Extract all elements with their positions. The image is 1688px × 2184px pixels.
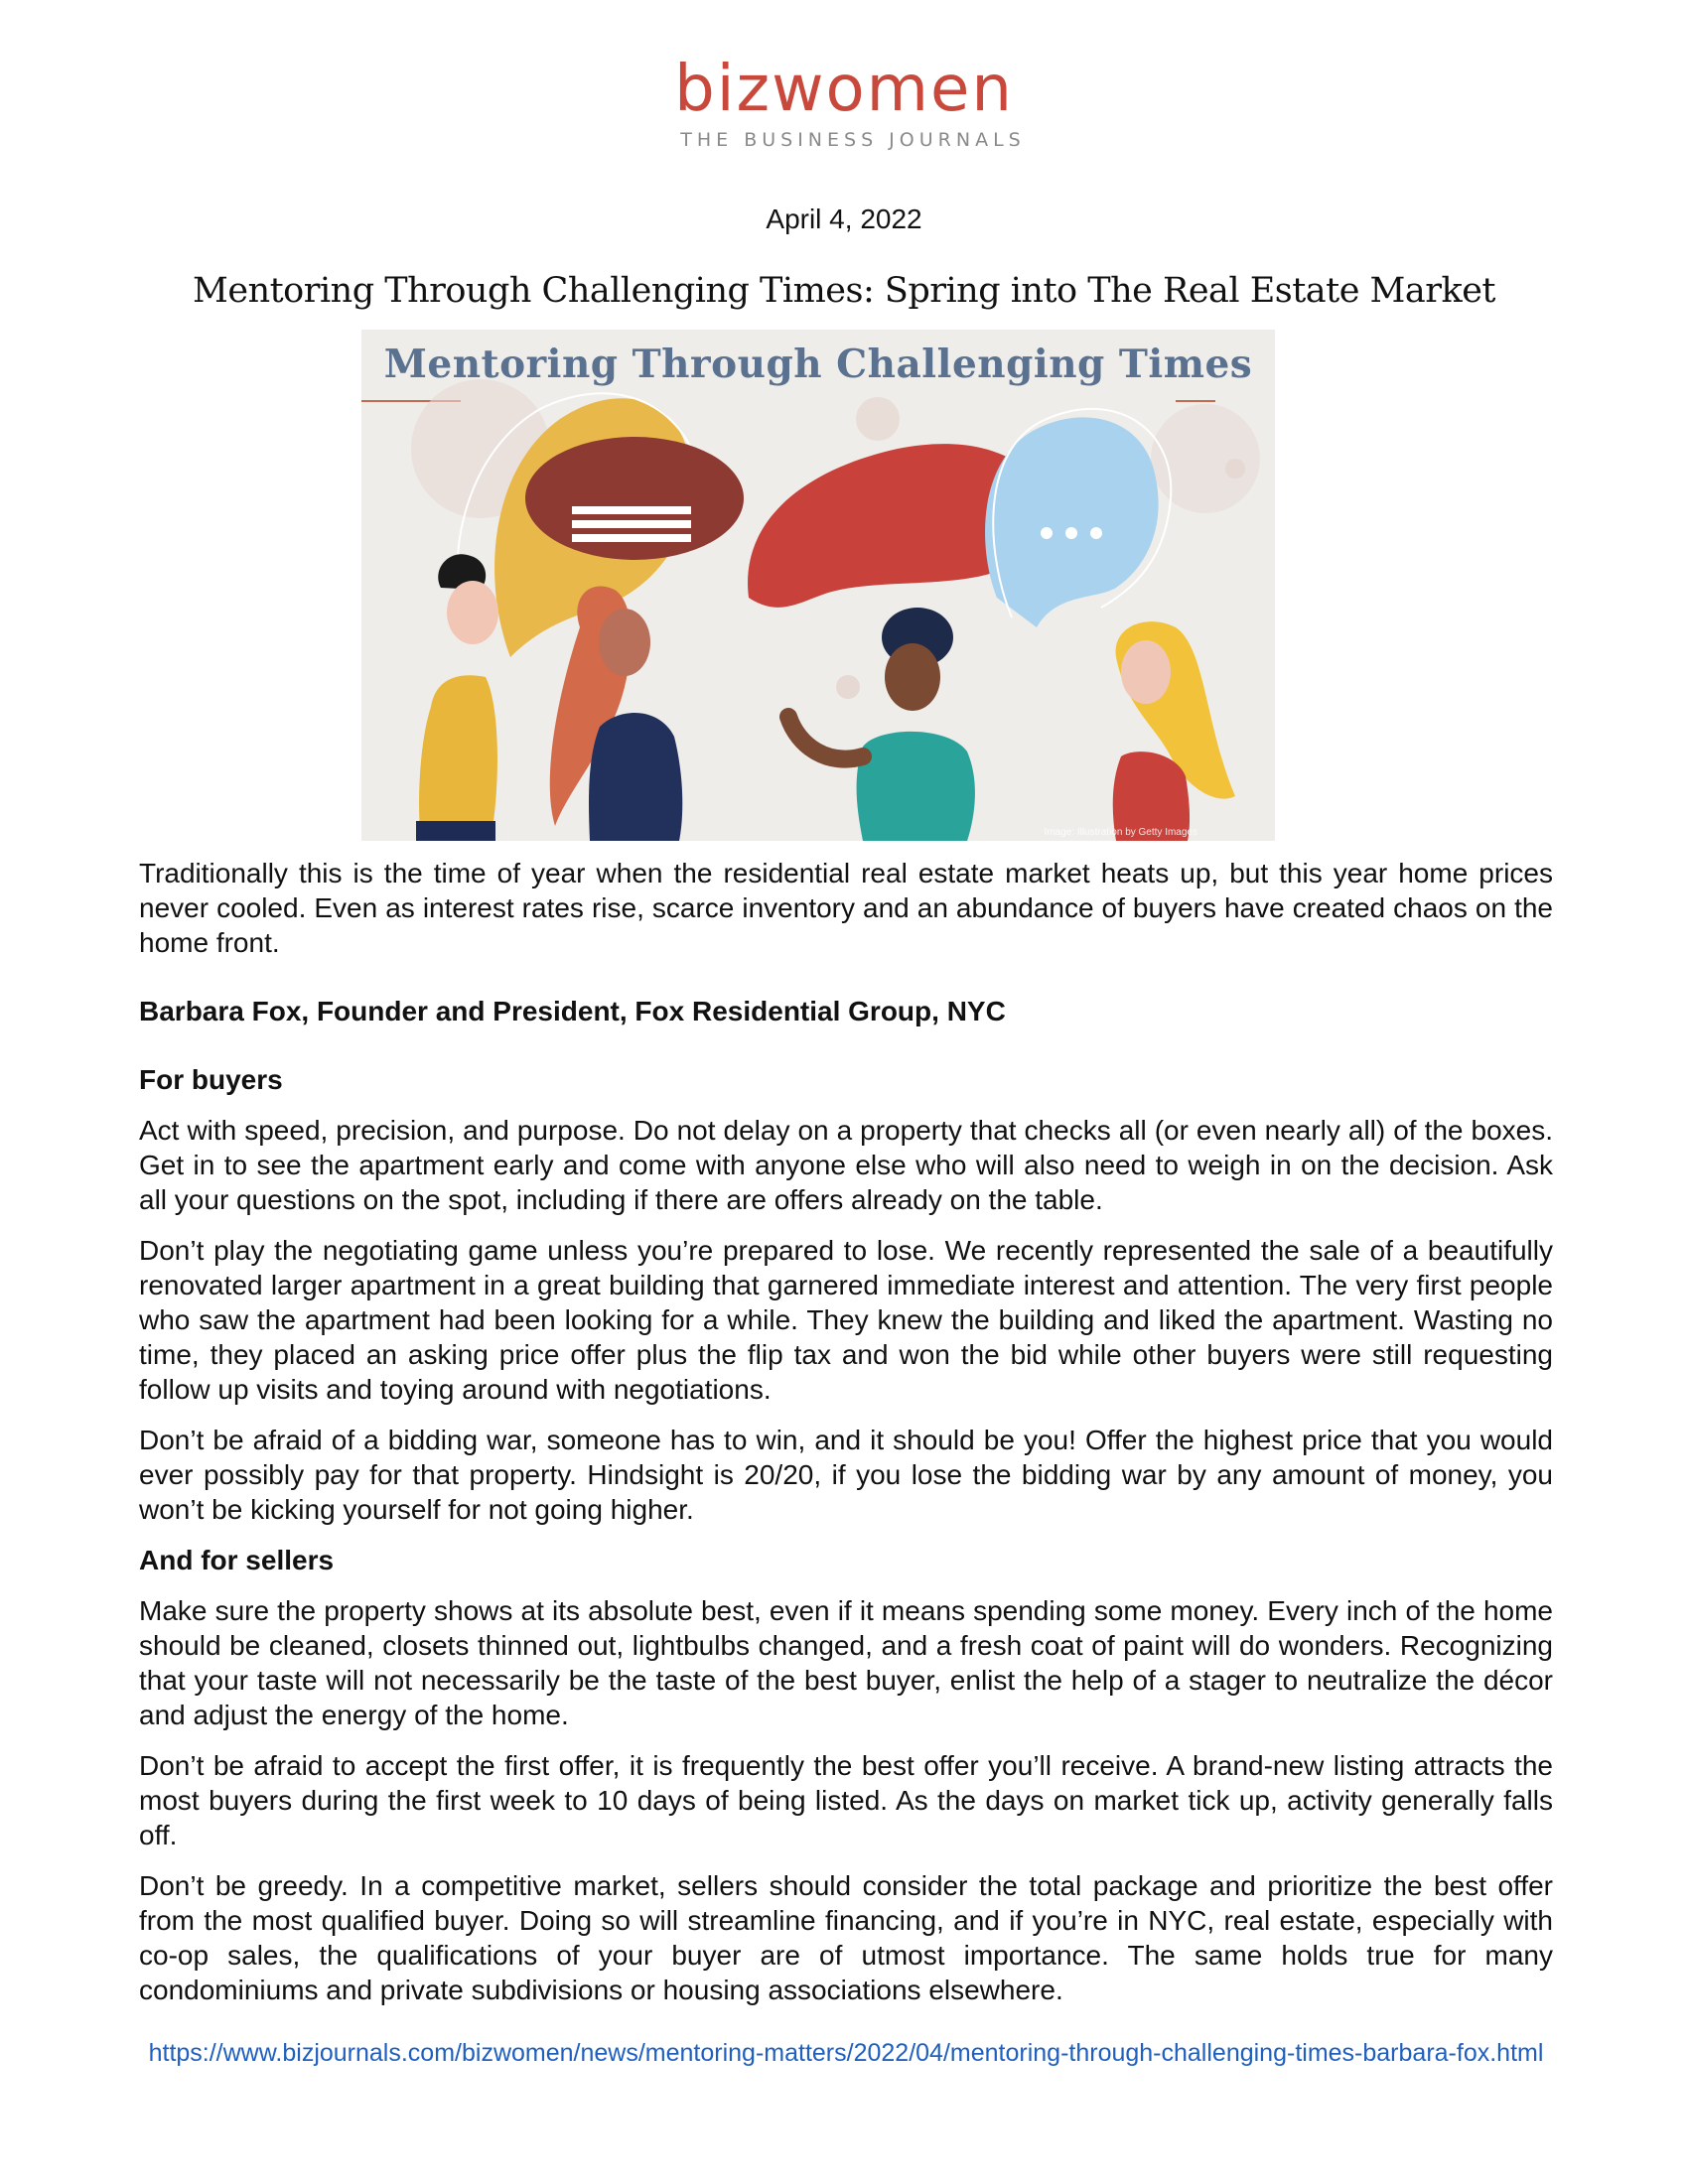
article-headline: Mentoring Through Challenging Times: Spring into The Real Estate Market [193,271,1495,311]
buyers-heading: For buyers [139,1064,283,1095]
bg-circle [856,397,900,441]
person-shirt [419,675,497,841]
article-body [139,856,1553,2023]
sellers-paragraph: Don’t be greedy. In a competitive market, sellers should consider the total package and prioritize the best offer from the most qualified buyer. Doing so will streamline financing, and if you’re in NYC, real estate, especially with co-op sales, the qualifications of your buyer are of utmost importance. The same holds true for many condominiums and private subdivisions or housing associations elsewhere. [139,1870,1553,2005]
bg-circle [836,675,860,699]
bg-circle [1225,459,1245,478]
hero-artwork [361,330,1275,841]
source-link[interactable]: https://www.bizjournals.com/bizwomen/news/mentoring-matters/2022/04/mentoring-through-challenging-times-barbara-fox.html [148,2039,1544,2067]
dot [1041,527,1053,539]
person-face [885,643,940,711]
logo-women-text: women [772,53,1014,126]
speech-line [572,520,691,528]
hero-illustration [361,330,1275,841]
dot [1065,527,1077,539]
person-face [1121,640,1171,704]
bg-circle [1151,404,1260,513]
speech-line [572,534,691,542]
logo-biz-text: biz [674,53,773,126]
person-arm [788,717,863,759]
publish-date: April 4, 2022 [766,204,922,234]
buyers-paragraph: Don’t play the negotiating game unless you’re prepared to lose. We recently represented the sale of a beautifully renovated larger apartment in a great building that garnered immediate interest and attention. The very first people who saw the apartment had been looking for a while. They knew the building and liked the apartment. Wasting no time, they placed an asking price offer plus the flip tax and won the bid while other buyers were still requesting follow up visits and toying around with negotiations. [139,1235,1553,1405]
buyers-paragraph: Don’t be afraid of a bidding war, someone has to win, and it should be you! Offer the highest price that you would ever possibly pay for that property. Hindsight is 20/20, if you lose the bidding war by any amount of money, you won’t be kicking yourself for not going higher. [139,1425,1553,1525]
dot [1090,527,1102,539]
sellers-paragraph: Make sure the property shows at its absolute best, even if it means spending some money. Every inch of the home should be cleaned, closets thinned out, lightbulbs changed, and a fresh coat of paint will do wonders. Recognizing that your taste will not necessarily be the taste of the best buyer, enlist the help of a stager to neutralize the décor and adjust the energy of the home. [139,1595,1553,1730]
author-byline: Barbara Fox, Founder and President, Fox Residential Group, NYC [139,996,1006,1026]
speech-line [572,506,691,514]
image-credit: Image: Illustration by Getty Images [1044,827,1197,838]
person-shirt [857,732,975,841]
person-pants [416,821,495,841]
buyers-paragraph: Act with speed, precision, and purpose. Do not delay on a property that checks all (or even nearly all) of the boxes. Get in to see the apartment early and come with anyone else who will also need to weigh in on the decision. Ask all your questions on the spot, including if there are offers already on the table. [139,1115,1553,1215]
sellers-paragraph: Don’t be afraid to accept the first offer, it is frequently the best offer you’ll receive. A brand-new listing attracts the most buyers during the first week to 10 days of being listed. As the days on market tick up, activity generally falls off. [139,1750,1553,1850]
logo-subtitle: THE BUSINESS JOURNALS [680,129,1026,151]
masthead [0,52,1688,151]
lede-paragraph: Traditionally this is the time of year when the residential real estate market heats up, but this year home prices never cooled. Even as interest rates rise, scarce inventory and an abundance of buyers have created chaos on the home front. [139,858,1553,958]
sellers-heading: And for sellers [139,1545,335,1575]
person-face [447,581,498,644]
bizwomen-logo[interactable] [0,52,1688,127]
hero-title: Mentoring Through Challenging Times [383,341,1253,387]
person-face [599,609,650,676]
person-dress [589,713,682,841]
